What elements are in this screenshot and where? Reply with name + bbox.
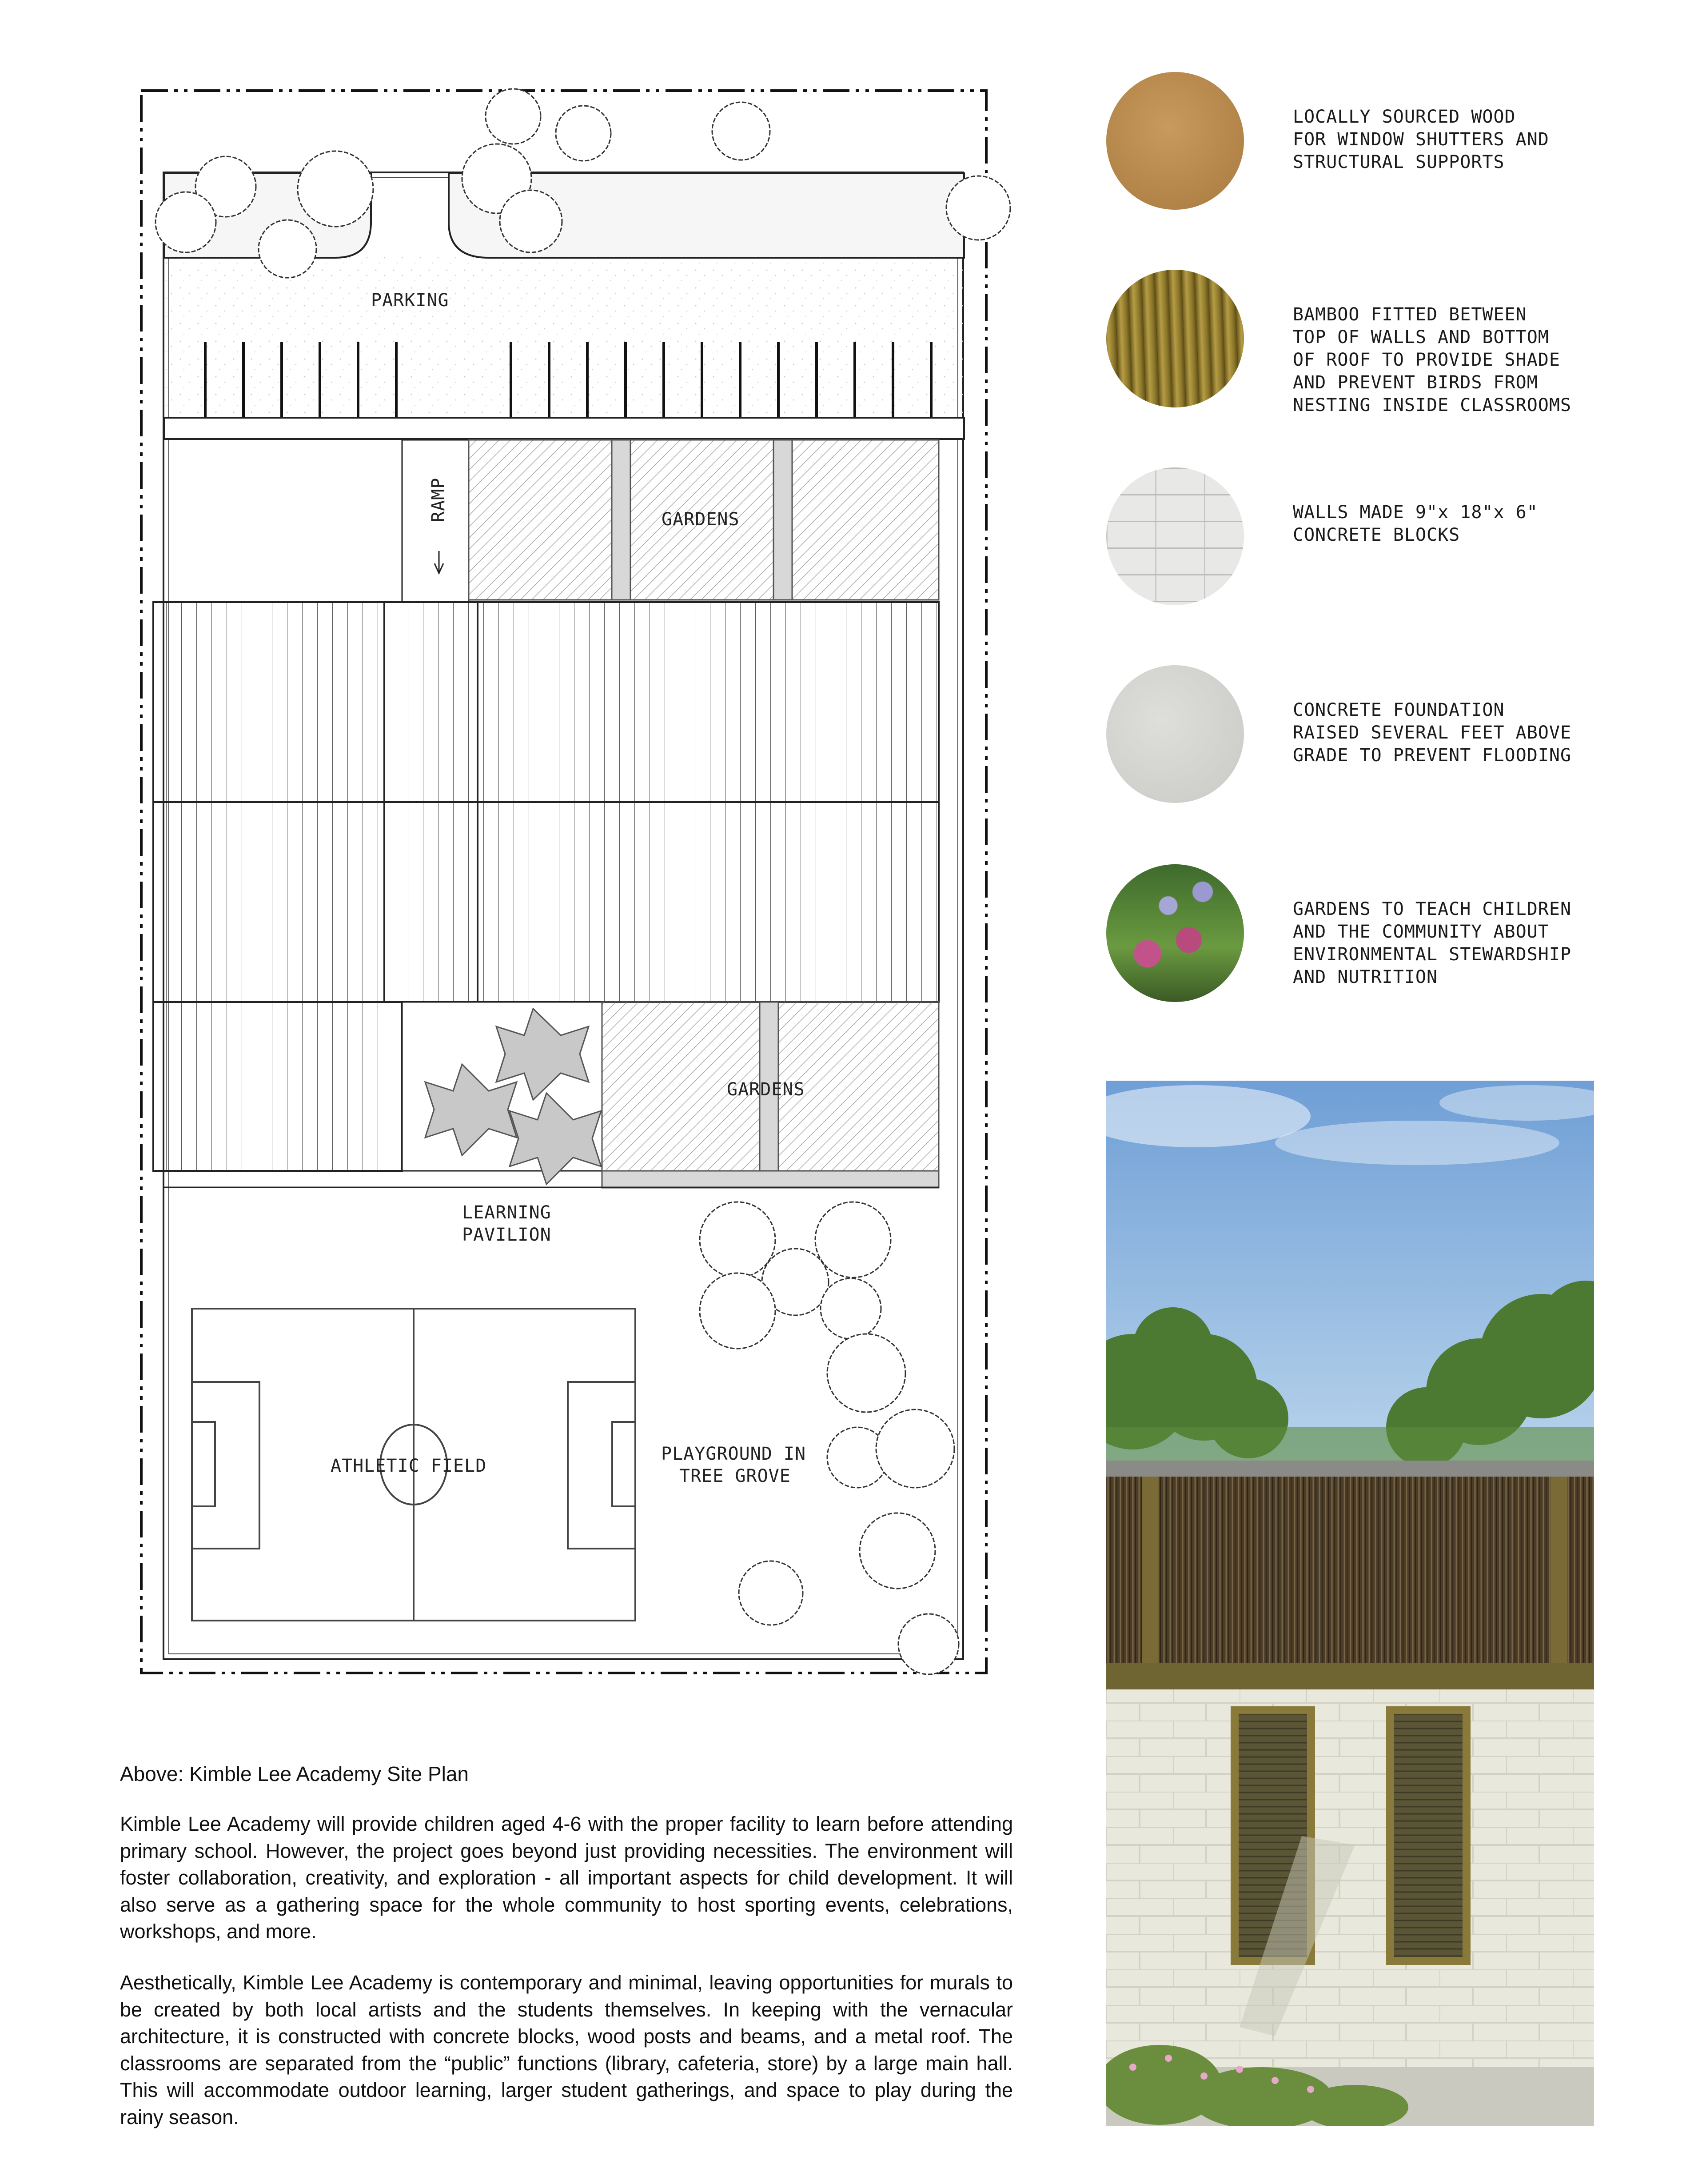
material-gardens bbox=[1106, 864, 1684, 1006]
parking-label: PARKING bbox=[371, 290, 449, 311]
material-bamboo bbox=[1106, 270, 1684, 415]
description-paragraph-2: Aesthetically, Kimble Lee Academy is contemporary and minimal, leaving opportunities for murals to be created by both local artists and the students themselves. In keeping with the vernacular architecture, it is constructed with concrete blocks, wood posts and beams, and a metal roof. The classrooms are separated from the “public” functions (library, cafeteria, store) by a large main hall. This will accommodate outdoor learning, larger student gatherings, and space to play during the rainy season. bbox=[120, 1971, 1013, 2128]
bamboo-swatch bbox=[1106, 270, 1244, 407]
material-bamboo-text: BAMBOO FITTED BETWEEN TOP OF WALLS AND BOTTOM OF ROOF TO PROVIDE SHADE AND PREVENT BIRDS FROM NESTING INSIDE CLASSROOMS bbox=[1293, 304, 1572, 415]
facade-rendering bbox=[1106, 1081, 1594, 2126]
concrete-foundation-swatch bbox=[1106, 665, 1244, 803]
material-gardens-text: GARDENS TO TEACH CHILDREN AND THE COMMUNITY ABOUT ENVIRONMENTAL STEWARDSHIP AND NUTRITION bbox=[1293, 899, 1572, 987]
material-concrete-block bbox=[1106, 467, 1684, 610]
athletic-field-label: ATHLETIC FIELD bbox=[331, 1456, 487, 1476]
facade-rendering-svg bbox=[1106, 1081, 1594, 2126]
material-concrete-block-text: WALLS MADE 9"x 18"x 6" CONCRETE BLOCKS bbox=[1293, 502, 1538, 545]
gardens-label-bottom: GARDENS bbox=[727, 1079, 805, 1100]
wood-swatch bbox=[1106, 72, 1244, 210]
material-wood-text: LOCALLY SOURCED WOOD FOR WINDOW SHUTTERS AND STRUCTURAL SUPPORTS bbox=[1293, 107, 1549, 172]
garden-bed-1 bbox=[469, 440, 612, 600]
pavilion-label-line1: LEARNING bbox=[462, 1202, 551, 1223]
pavilion-label-line2: PAVILION bbox=[462, 1225, 551, 1245]
ramp-label: RAMP bbox=[428, 477, 449, 522]
description-paragraph-1: Kimble Lee Academy will provide children aged 4-6 with the proper facility to learn before attending primary school. However, the project goes beyond just providing necessities. The environment will foster collaboration, creativity, and exploration - all important aspects for child development. It will also serve as a gathering space for the whole community to host sporting events, celebrations, workshops, and more. bbox=[120, 1813, 1013, 1943]
parking-lot bbox=[164, 256, 964, 418]
material-foundation-text: CONCRETE FOUNDATION RAISED SEVERAL FEET ABOVE GRADE TO PREVENT FLOODING bbox=[1293, 700, 1572, 766]
garden-bed-3 bbox=[792, 440, 939, 600]
playground-label-line1: PLAYGROUND IN bbox=[661, 1444, 806, 1464]
site-plan-caption: Above: Kimble Lee Academy Site Plan bbox=[120, 1762, 469, 1785]
concrete-block-swatch bbox=[1106, 467, 1244, 605]
playground-label-line2: TREE GROVE bbox=[679, 1466, 791, 1486]
gardens-label-top: GARDENS bbox=[662, 509, 740, 530]
material-wood bbox=[1106, 72, 1684, 214]
material-foundation bbox=[1106, 665, 1684, 807]
garden-swatch bbox=[1106, 864, 1244, 1002]
